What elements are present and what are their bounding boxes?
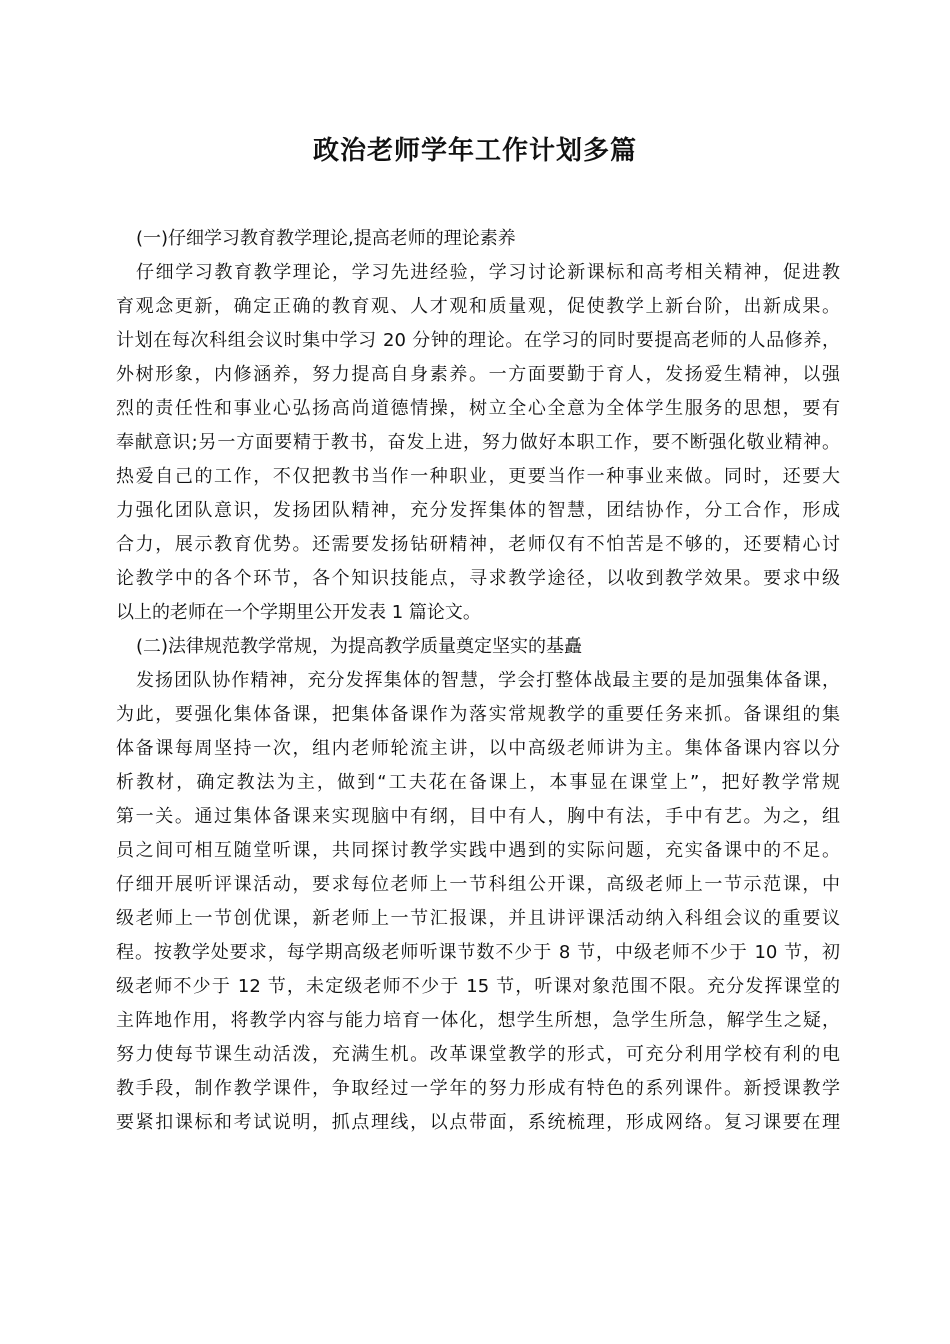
paragraph-line: 热爱自己的工作，不仅把教书当作一种职业，更要当作一种事业来做。同时，还要大 — [116, 466, 840, 487]
paragraph-line: 级老师上一节创优课，新老师上一节汇报课，并且讲评课活动纳入科组会议的重要议 — [116, 908, 840, 929]
paragraph-line: 要紧扣课标和考试说明，抓点理线，以点带面，系统梳理，形成网络。复习课要在理 — [116, 1112, 840, 1133]
paragraph-line: 主阵地作用，将教学内容与能力培育一体化，想学生所想，急学生所急，解学生之疑， — [116, 1010, 840, 1031]
paragraph-line: 育观念更新，确定正确的教育观、人才观和质量观，促使教学上新台阶，出新成果。 — [116, 296, 840, 317]
paragraph-line: 程。按教学处要求，每学期高级老师听课节数不少于 8 节，中级老师不少于 10 节，初 — [116, 942, 840, 963]
paragraph-line: 外树形象，内修涵养，努力提高自身素养。一方面要勤于育人，发扬爱生精神，以强 — [116, 364, 840, 385]
paragraph-line: 努力使每节课生动活泼，充满生机。改革课堂教学的形式，可充分利用学校有利的电 — [116, 1044, 840, 1065]
paragraph-line: 以上的老师在一个学期里公开发表 1 篇论文。 — [116, 602, 481, 623]
paragraph-line: 烈的责任性和事业心弘扬高尚道德情操，树立全心全意为全体学生服务的思想，要有 — [116, 398, 840, 419]
paragraph-line: 仔细开展听评课活动，要求每位老师上一节科组公开课，高级老师上一节示范课，中 — [116, 874, 840, 895]
paragraph-line: 合力，展示教育优势。还需要发扬钻研精神，老师仅有不怕苦是不够的，还要精心讨 — [116, 534, 840, 555]
paragraph-line: 员之间可相互随堂听课，共同探讨教学实践中遇到的实际问题，充实备课中的不足。 — [116, 840, 840, 861]
document-body — [116, 222, 840, 1140]
document-title: 政治老师学年工作计划多篇 — [312, 136, 637, 166]
paragraph-line: 体备课每周坚持一次，组内老师轮流主讲，以中高级老师讲为主。集体备课内容以分 — [116, 738, 840, 759]
section-heading-1: (一)仔细学习教育教学理论,提高老师的理论素养 — [136, 228, 516, 249]
paragraph-line: 仔细学习教育教学理论，学习先进经验，学习讨论新课标和高考相关精神，促进教 — [136, 262, 840, 283]
paragraph-line: 第一关。通过集体备课来实现脑中有纲，目中有人，胸中有法，手中有艺。为之，组 — [116, 806, 840, 827]
paragraph-line: 级老师不少于 12 节，未定级老师不少于 15 节，听课对象范围不限。充分发挥课堂的 — [116, 976, 840, 997]
paragraph-line: 为此，要强化集体备课，把集体备课作为落实常规教学的重要任务来抓。备课组的集 — [116, 704, 840, 725]
paragraph-line: 论教学中的各个环节，各个知识技能点，寻求教学途径，以收到教学效果。要求中级 — [116, 568, 840, 589]
paragraph-line: 奉献意识;另一方面要精于教书，奋发上进，努力做好本职工作，要不断强化敬业精神。 — [116, 432, 840, 453]
paragraph-line: 析教材，确定教法为主，做到“工夫花在备课上，本事显在课堂上”，把好教学常规 — [116, 772, 840, 793]
paragraph-line: 力强化团队意识，发扬团队精神，充分发挥集体的智慧，团结协作，分工合作，形成 — [116, 500, 840, 521]
paragraph-line: 教手段，制作教学课件，争取经过一学年的努力形成有特色的系列课件。新授课教学 — [116, 1078, 840, 1099]
paragraph-line: 发扬团队协作精神，充分发挥集体的智慧，学会打整体战最主要的是加强集体备课， — [136, 670, 840, 691]
paragraph-line: 计划在每次科组会议时集中学习 20 分钟的理论。在学习的同时要提高老师的人品修养， — [116, 330, 840, 351]
section-heading-2: (二)法律规范教学常规，为提高教学质量奠定坚实的基矗 — [136, 636, 583, 657]
